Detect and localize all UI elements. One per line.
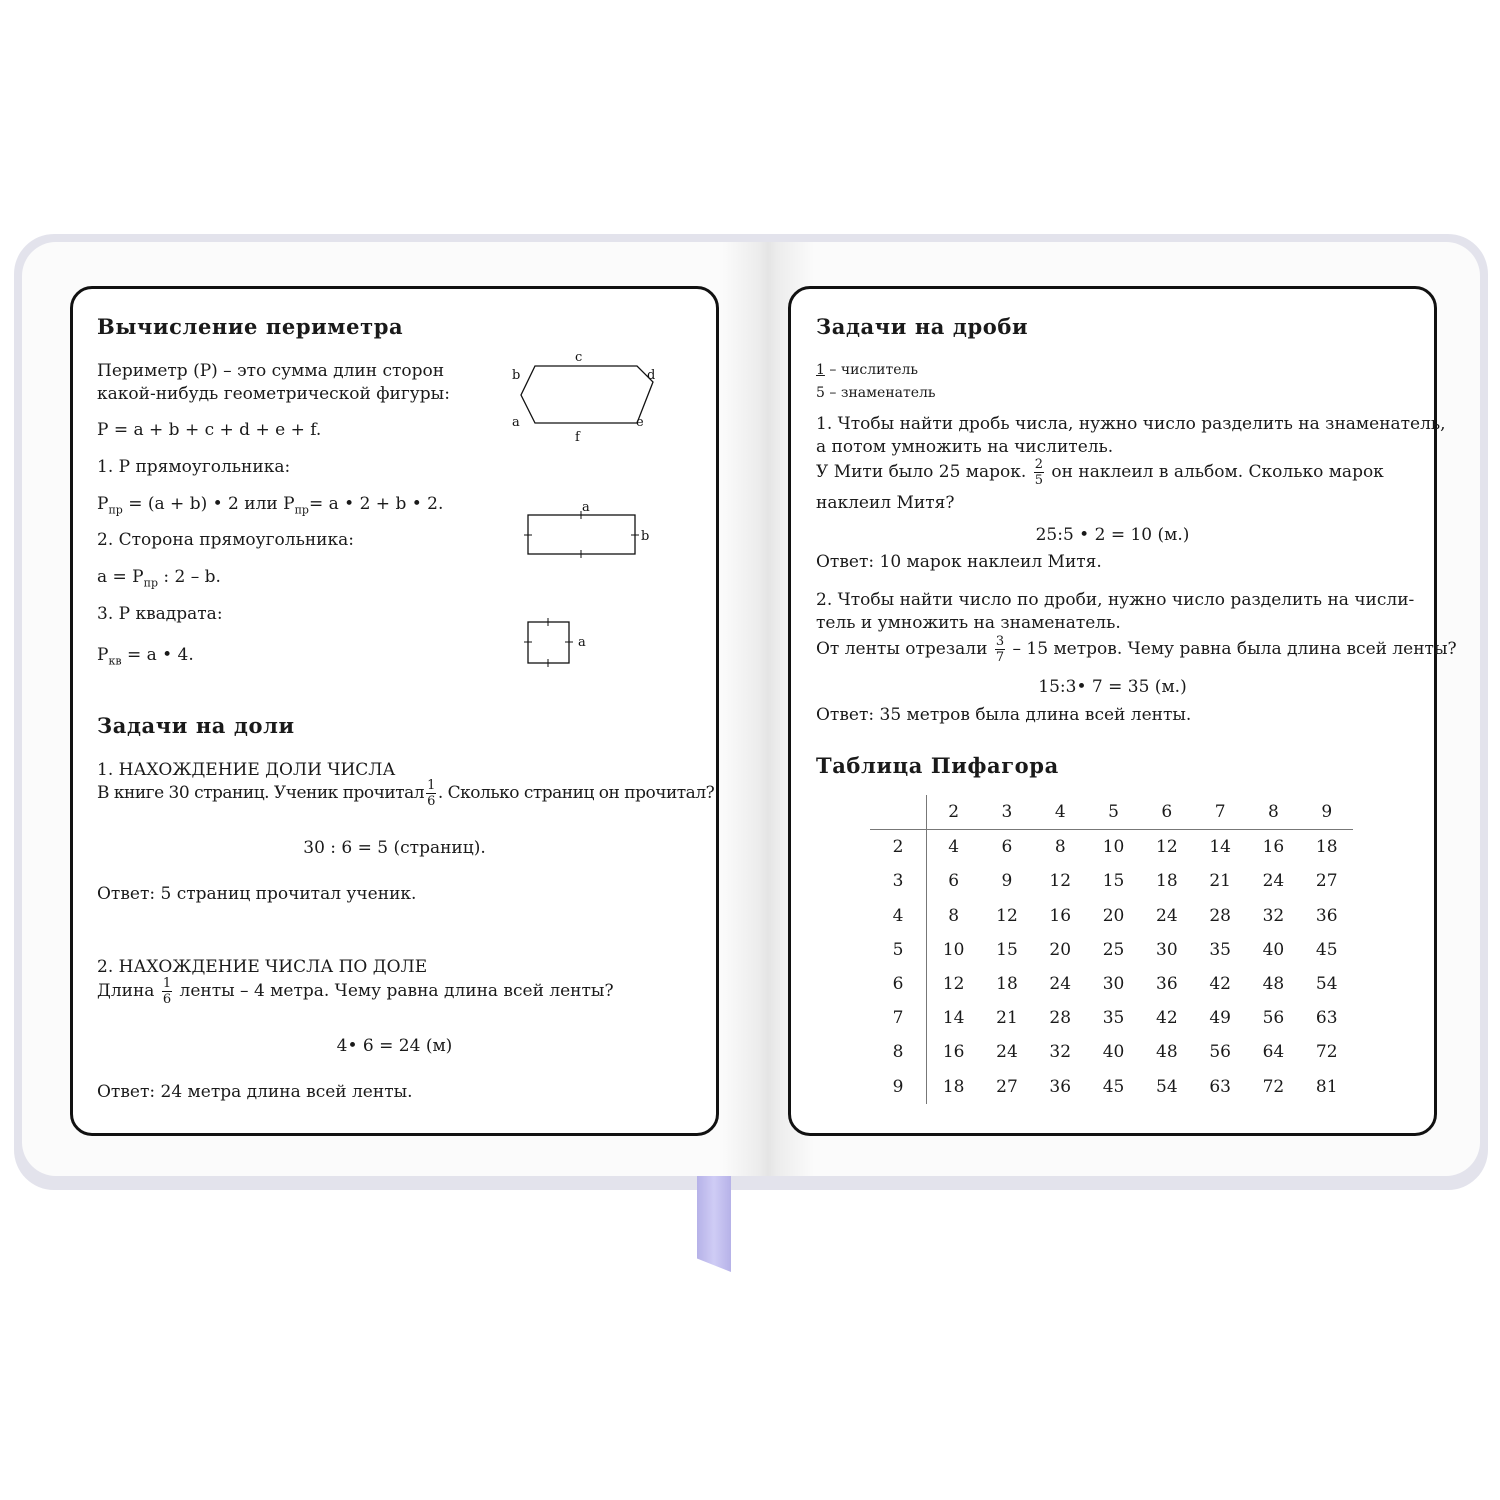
table-cell: 24 [1049, 974, 1072, 995]
rect-label-b: b [641, 529, 650, 544]
table-cell: 9 [1001, 871, 1013, 892]
bookmark-ribbon[interactable] [697, 1176, 731, 1272]
table-cell: 40 [1262, 939, 1285, 960]
pythagoras-table [870, 795, 1353, 1104]
table-cell: 10 [942, 939, 965, 960]
side-heading: 2. Сторона прямоугольника: [97, 530, 355, 550]
table-cell: 56 [1209, 1042, 1231, 1063]
col-header: 9 [1300, 795, 1353, 830]
table-header-row [870, 795, 1353, 830]
table-cell: 28 [1049, 1008, 1072, 1029]
table-cell: 6 [1001, 837, 1013, 858]
table-cell: 24 [1262, 871, 1285, 892]
table-cell: 20 [1049, 939, 1072, 960]
row-header: 4 [870, 899, 927, 933]
table-row [870, 933, 1353, 967]
hex-label-c: c [575, 350, 583, 365]
table-cell: 42 [1156, 1008, 1178, 1029]
hex-label-f: f [575, 430, 580, 445]
table-cell: 32 [1049, 1042, 1072, 1063]
table-cell: 63 [1209, 1076, 1231, 1097]
table-row [870, 899, 1353, 933]
square-label-a: a [578, 635, 586, 650]
rule2-line1: 2. Чтобы найти число по дроби, нужно число разделить на числи- [816, 590, 1415, 610]
rule1-line1: 1. Чтобы найти дробь числа, нужно число разделить на знаменатель, [816, 414, 1446, 434]
square-formula: $P_{кв} = a$ • 4. [97, 645, 194, 668]
task2-calculation: 15:3• 7 = 35 (м.) [1038, 677, 1187, 697]
table-cell: 30 [1102, 974, 1125, 995]
table-cell: 28 [1209, 905, 1231, 926]
share1-heading: 1. НАХОЖДЕНИЕ ДОЛИ ЧИСЛА [97, 760, 396, 780]
numerator-note: 1 – числитель [816, 362, 919, 378]
table-cell: 81 [1315, 1076, 1338, 1097]
task1-calculation: 25:5 • 2 = 10 (м.) [1035, 525, 1190, 545]
hex-label-a: a [512, 415, 520, 430]
share2-problem: Длина $\frac{1}{6}$ ленты – 4 метра. Чему равна длина всей ленты? [97, 976, 614, 1007]
perimeter-definition-line1: Периметр (P) – это сумма длин сторон [97, 361, 445, 381]
pythagoras-title: Таблица Пифагора [816, 753, 1059, 778]
table-cell: 8 [948, 905, 960, 926]
task1-line1: У Мити было 25 марок. $\frac{2}{5}$ он наклеил в альбом. Сколько марок [816, 457, 1384, 488]
hexagon-shape [521, 366, 656, 423]
table-cell: 35 [1209, 939, 1231, 960]
table-cell: 12 [1049, 871, 1072, 892]
row-header: 9 [870, 1070, 927, 1104]
rule1-line2: а потом умножить на числитель. [816, 437, 1114, 457]
share2-answer: Ответ: 24 метра длина всей ленты. [97, 1082, 413, 1102]
col-header: 6 [1140, 795, 1193, 830]
table-cell: 14 [1209, 837, 1231, 858]
table-cell: 15 [996, 939, 1018, 960]
table-cell: 45 [1315, 939, 1338, 960]
table-cell: 36 [1049, 1076, 1072, 1097]
table-cell: 54 [1315, 974, 1338, 995]
rectangle-shape [528, 515, 635, 554]
table-cell: 14 [942, 1008, 965, 1029]
table-cell: 56 [1262, 1008, 1285, 1029]
table-cell: 18 [942, 1076, 965, 1097]
table-cell: 18 [1156, 871, 1178, 892]
row-header: 8 [870, 1035, 927, 1069]
table-cell: 25 [1102, 939, 1125, 960]
share2-fraction: $\frac{1}{6}$ [162, 976, 172, 1007]
perimeter-title: Вычисление периметра [97, 314, 404, 339]
rect-label-a: a [582, 500, 590, 515]
task1-answer: Ответ: 10 марок наклеил Митя. [816, 552, 1102, 572]
table-cell: 16 [1262, 837, 1285, 858]
table-cell: 42 [1209, 974, 1231, 995]
table-cell: 21 [996, 1008, 1018, 1029]
table-cell: 12 [996, 905, 1018, 926]
table-row [870, 830, 1353, 865]
table-cell: 64 [1262, 1042, 1285, 1063]
share2-heading: 2. НАХОЖДЕНИЕ ЧИСЛА ПО ДОЛЕ [97, 957, 428, 977]
task1-line2: наклеил Митя? [816, 493, 955, 513]
row-header: 6 [870, 967, 927, 1001]
table-cell: 72 [1262, 1076, 1285, 1097]
table-row [870, 967, 1353, 1001]
hex-label-e: e [636, 415, 644, 430]
table-cell: 27 [1315, 871, 1338, 892]
table-row [870, 1035, 1353, 1069]
hexagon-figure [505, 345, 665, 450]
task2-answer: Ответ: 35 метров была длина всей ленты. [816, 705, 1192, 725]
hex-label-d: d [647, 368, 656, 383]
col-header: 8 [1247, 795, 1300, 830]
table-cell: 45 [1102, 1076, 1125, 1097]
table-cell: 63 [1315, 1008, 1338, 1029]
table-cell: 6 [948, 871, 960, 892]
share1-answer: Ответ: 5 страниц прочитал ученик. [97, 884, 417, 904]
rectangle-heading: 1. P прямоугольника: [97, 457, 291, 477]
table-cell: 20 [1102, 905, 1125, 926]
table-row [870, 1001, 1353, 1035]
denominator-note: 5 – знаменатель [816, 385, 936, 401]
fractions-title: Задачи на дроби [816, 314, 1029, 339]
table-cell: 12 [1156, 837, 1178, 858]
table-cell: 27 [996, 1076, 1018, 1097]
perimeter-definition-line2: какой-нибудь геометрической фигуры: [97, 384, 450, 404]
perimeter-formula: P = a + b + c + d + e + f. [97, 420, 322, 440]
share1-fraction: $\frac{1}{6}$ [427, 778, 435, 809]
hex-label-b: b [512, 368, 521, 383]
table-cell: 16 [1049, 905, 1072, 926]
table-cell: 30 [1156, 939, 1178, 960]
share1-problem: В книге 30 страниц. Ученик прочитал $\frac{1}{6}$ . Сколько страниц он прочитал? [97, 778, 715, 809]
table-cell: 24 [996, 1042, 1018, 1063]
table-row [870, 1070, 1353, 1104]
table-row [870, 864, 1353, 898]
rectangle-formula: $P_{пр} = (a + b)$ • 2 или $P_{пр}= a$ • 2 + b • 2. [97, 494, 444, 517]
square-shape [528, 622, 569, 663]
task2-fraction: $\frac{3}{7}$ [995, 634, 1005, 665]
row-header: 5 [870, 933, 927, 967]
task2-line: От ленты отрезали $\frac{3}{7}$ – 15 метров. Чему равна была длина всей ленты? [816, 634, 1457, 665]
col-header: 5 [1087, 795, 1140, 830]
table-cell: 32 [1262, 905, 1285, 926]
square-heading: 3. P квадрата: [97, 604, 223, 624]
col-header: 2 [927, 795, 981, 830]
table-cell: 21 [1209, 871, 1231, 892]
table-cell: 18 [1315, 837, 1338, 858]
square-figure [520, 615, 600, 670]
rectangle-figure [520, 495, 660, 565]
table-cell: 36 [1156, 974, 1178, 995]
table-cell: 54 [1156, 1076, 1178, 1097]
table-cell: 4 [948, 837, 960, 858]
row-header: 2 [870, 830, 927, 865]
table-cell: 35 [1102, 1008, 1125, 1029]
side-formula: $a = P_{пр}$ : 2 – b. [97, 567, 221, 590]
table-cell: 15 [1102, 871, 1125, 892]
share1-calculation: 30 : 6 = 5 (страниц). [303, 838, 486, 858]
table-cell: 12 [942, 974, 965, 995]
table-cell: 48 [1262, 974, 1285, 995]
table-cell: 48 [1156, 1042, 1178, 1063]
table-cell: 10 [1102, 837, 1125, 858]
table-cell: 36 [1315, 905, 1338, 926]
table-cell: 72 [1315, 1042, 1338, 1063]
table-cell: 40 [1102, 1042, 1125, 1063]
rule2-line2: тель и умножить на знаменатель. [816, 613, 1121, 633]
table-cell: 24 [1156, 905, 1178, 926]
table-cell: 8 [1054, 837, 1066, 858]
row-header: 7 [870, 1001, 927, 1035]
col-header: 4 [1034, 795, 1087, 830]
shares-title: Задачи на доли [97, 713, 295, 738]
table-cell: 16 [942, 1042, 965, 1063]
col-header: 3 [980, 795, 1033, 830]
table-cell: 18 [996, 974, 1018, 995]
task1-fraction: $\frac{2}{5}$ [1034, 457, 1043, 488]
table-cell: 49 [1209, 1008, 1231, 1029]
share2-calculation: 4• 6 = 24 (м) [336, 1036, 453, 1056]
col-header: 7 [1193, 795, 1246, 830]
row-header: 3 [870, 864, 927, 898]
